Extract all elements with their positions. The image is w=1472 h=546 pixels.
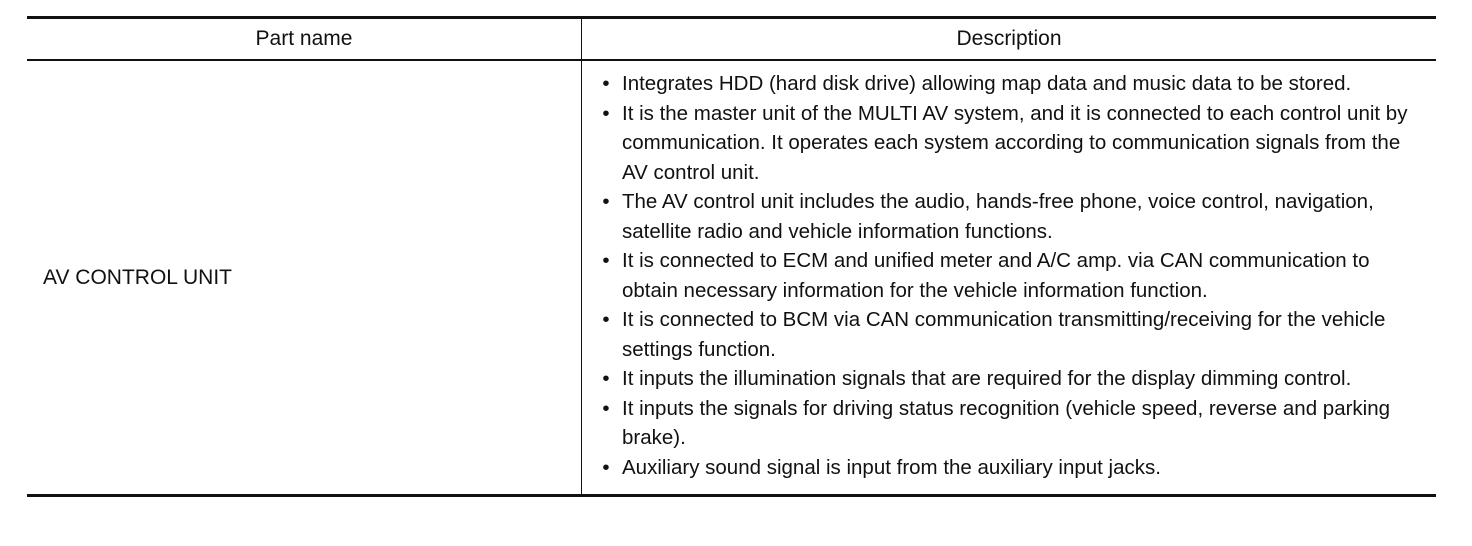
table-row <box>27 60 1436 496</box>
list-item <box>596 246 1426 305</box>
description-cell <box>582 60 1437 496</box>
part-name-cell: AV CONTROL UNIT <box>27 60 582 496</box>
list-item <box>596 394 1426 453</box>
list-item-text: Integrates HDD (hard disk drive) allowing map data and music data to be stored. <box>622 72 1352 95</box>
list-item <box>596 69 1426 99</box>
table-header <box>27 18 1436 61</box>
bullet-icon: • <box>602 190 610 213</box>
list-item <box>596 305 1426 364</box>
list-item-text: It is connected to BCM via CAN communication transmitting/receiving for the vehicle settings function. <box>622 308 1386 361</box>
list-item-text: Auxiliary sound signal is input from the auxiliary input jacks. <box>622 455 1161 479</box>
bullet-icon: • <box>602 101 610 125</box>
list-item-text: It is the master unit of the MULTI AV system, and it is connected to each control unit by communication. It operates each system according to communication signals from the AV control unit. <box>622 101 1408 184</box>
list-item <box>596 453 1426 483</box>
bullet-icon: • <box>602 455 610 479</box>
list-item-text: It inputs the signals for driving status recognition (vehicle speed, reverse and parking brake). <box>622 396 1391 449</box>
bullet-icon: • <box>602 72 610 95</box>
header-row <box>27 18 1436 61</box>
bullet-icon: • <box>602 367 610 390</box>
list-item <box>596 187 1426 246</box>
bullet-icon: • <box>602 249 610 272</box>
table-body <box>27 60 1436 496</box>
list-item-text: The AV control unit includes the audio, hands-free phone, voice control, navigation, satellite radio and vehicle information functions. <box>622 190 1374 243</box>
list-item-text: It inputs the illumination signals that are required for the display dimming control. <box>622 367 1352 390</box>
column-header-description: Description <box>956 27 1062 50</box>
part-description-table <box>27 16 1436 497</box>
list-item <box>596 364 1426 394</box>
description-list <box>596 69 1426 482</box>
list-item <box>596 99 1426 188</box>
column-header-part-name: Part name <box>27 18 582 61</box>
bullet-icon: • <box>602 396 610 420</box>
bullet-icon: • <box>602 308 610 331</box>
list-item-text: It is connected to ECM and unified meter and A/C amp. via CAN communication to obtain necessary information for the vehicle information function. <box>622 249 1370 302</box>
